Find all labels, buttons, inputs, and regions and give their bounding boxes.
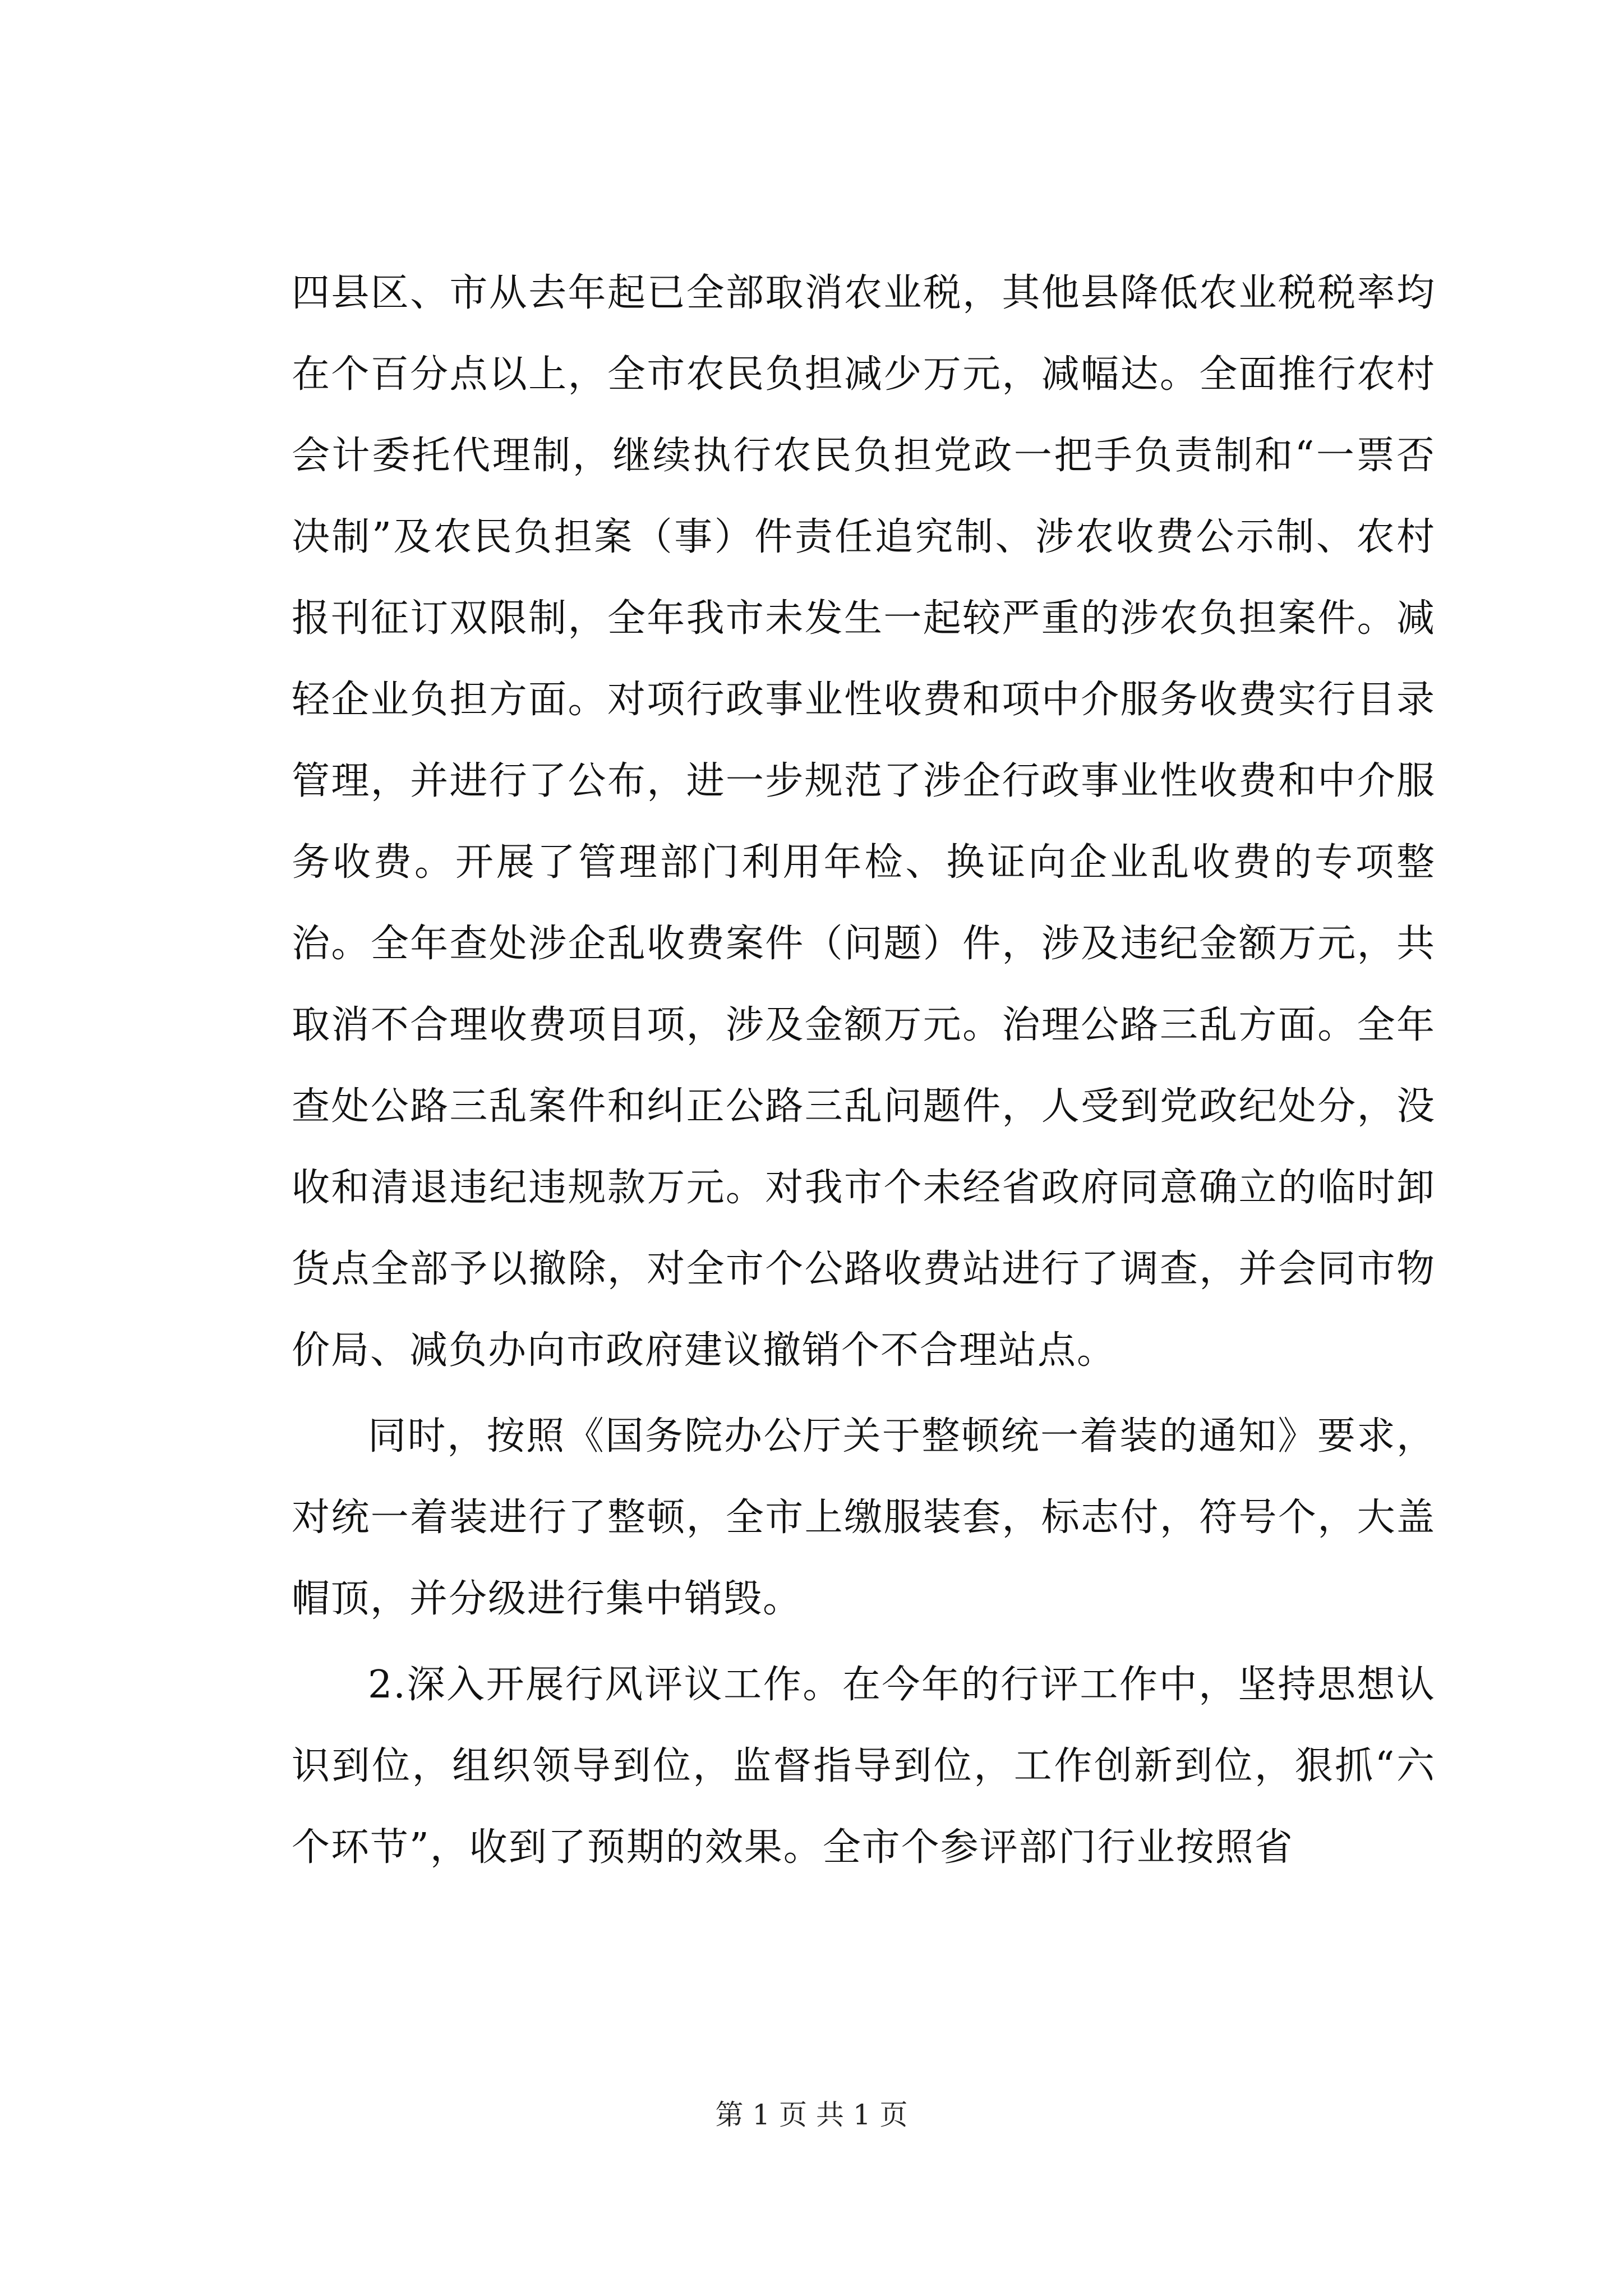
page-footer: 第 1 页 共 1 页 bbox=[715, 2099, 908, 2131]
paragraph-2: 同时，按照《国务院办公厅关于整顿统一着装的通知》要求，对统一着装进行了整顿，全市上缴服装套，标志付，符号个，大盖帽顶，并分级进行集中销毁。 bbox=[292, 1414, 1436, 1621]
document-body bbox=[292, 252, 1436, 1888]
paragraph-1: 四县区、市从去年起已全部取消农业税，其他县降低农业税税率均在个百分点以上，全市农民负担减少万元，减幅达。全面推行农村会计委托代理制，继续执行农民负担党政一把手负责制和“一票否决制”及农民负担案（事）件责任追究制、涉农收费公示制、农村报刊征订双限制，全年我市未发生一起较严重的涉农负担案件。减轻企业负担方面。对项行政事业性收费和项中介服务收费实行目录管理，并进行了公布，进一步规范了涉企行政事业性收费和中介服务收费。开展了管理部门利用年检、换证向企业乱收费的专项整治。全年查处涉企乱收费案件（问题）件，涉及违纪金额万元，共取消不合理收费项目项，涉及金额万元。治理公路三乱方面。全年查处公路三乱案件和纠正公路三乱问题件，人受到党政纪处分，没收和清退违纪违规款万元。对我市个未经省政府同意确立的临时卸货点全部予以撤除，对全市个公路收费站进行了调查，并会同市物价局、减负办向市政府建议撤销个不合理站点。 bbox=[292, 271, 1436, 1373]
paragraph-3: 2.深入开展行风评议工作。在今年的行评工作中，坚持思想认识到位，组织领导到位，监督指导到位，工作创新到位，狠抓“六个环节”，收到了预期的效果。全市个参评部门行业按照省 bbox=[292, 1663, 1436, 1870]
